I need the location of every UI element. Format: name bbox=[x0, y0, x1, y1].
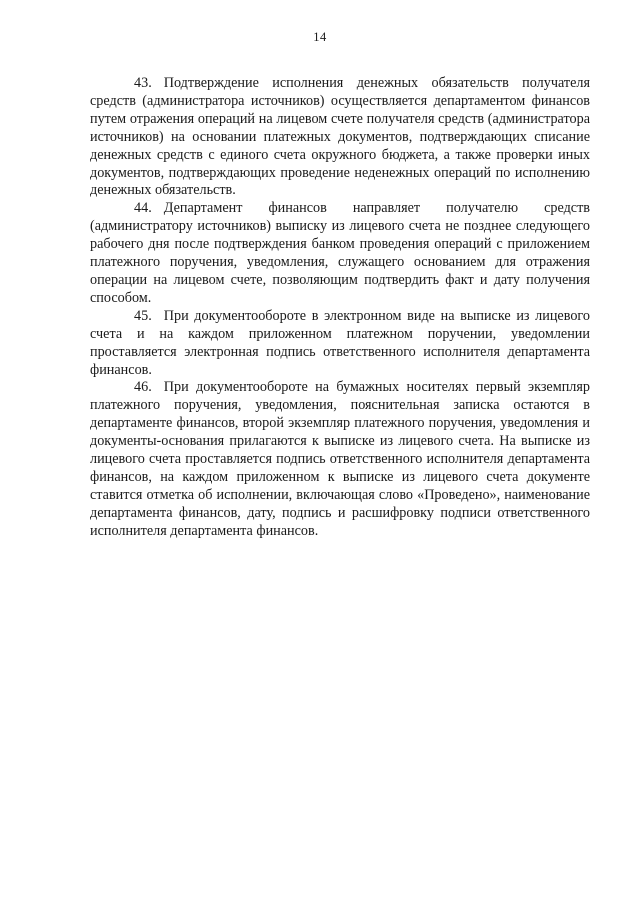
paragraph-number: 45. bbox=[134, 307, 152, 324]
paragraph-45 bbox=[90, 308, 590, 380]
paragraph-number: 44. bbox=[134, 200, 152, 217]
paragraph-text: При документообороте на бумажных носителях первый экземпляр платежного поручения, уведомления, пояснительная записка остаются в департаменте финансов, второй экземпляр платежного поручения, уведомления и документы-основания прилагаются к выписке из лицевого счета. На выписке из лицевого счета проставляется подпись ответственного исполнителя департамента финансов, на каждом приложенном к выписке из лицевого счета документе ставится отметка об исполнении, включающая слово «Проведено», наименование департамента финансов, дату, подпись и расшифровку подписи ответственного исполнителя департамента финансов. bbox=[90, 379, 590, 539]
paragraph-text: При документообороте в электронном виде на выписке из лицевого счета и на каждом приложенном платежном поручении, уведомлении проставляется электронная подпись ответственного исполнителя департамента финансов. bbox=[90, 307, 590, 378]
paragraph-text: Подтверждение исполнения денежных обязательств получателя средств (администратора источников) осуществляется департаментом финансов путем отражения операций на лицевом счете получателя средств (администратора источников) на основании платежных документов, подтверждающих списание денежных средств с единого счета окружного бюджета, а также проверки иных документов, подтверждающих проведение неденежных операций по исполнению денежных обязательств. bbox=[90, 75, 590, 199]
paragraph-46 bbox=[90, 379, 590, 540]
paragraph-text: Департамент финансов направляет получателю средств (администратору источников) выписку из лицевого счета не позднее следующего рабочего дня после подтверждения банком проведения операций с приложением платежного поручения, уведомления, служащего основанием для отражения операции на лицевом счете, позволяющим подтвердить факт и дату получения способом. bbox=[90, 200, 590, 306]
paragraph-44 bbox=[90, 200, 590, 307]
paragraph-number: 43. bbox=[134, 75, 152, 91]
document-body bbox=[90, 75, 590, 541]
page-number: 14 bbox=[313, 30, 327, 44]
paragraph-number: 46. bbox=[134, 379, 152, 396]
paragraph-43 bbox=[90, 75, 590, 200]
